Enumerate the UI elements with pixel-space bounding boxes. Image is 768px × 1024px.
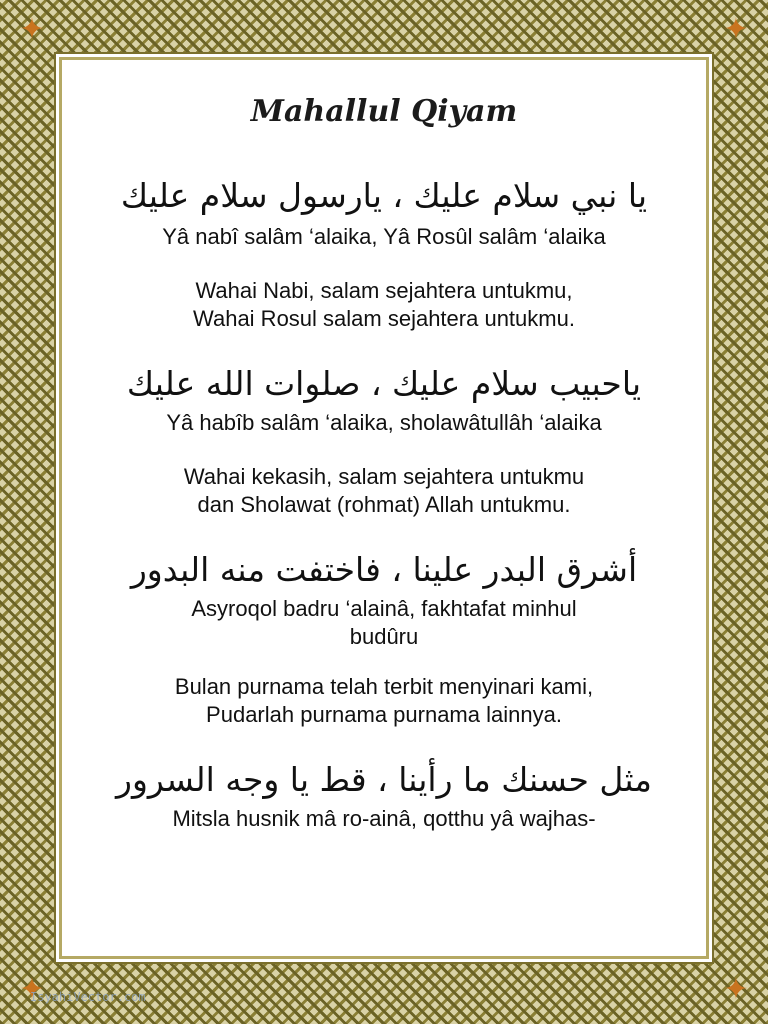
translation-line: Wahai kekasih, salam sejahtera untukmu (183, 464, 585, 489)
latin-line: budûru (349, 624, 419, 649)
verse-2-translation (62, 463, 706, 519)
verse-2-latin: Yâ habîb salâm ‘alaika, sholawâtullâh ‘alaika (166, 410, 602, 435)
verse-1-translation (62, 277, 706, 333)
translation-line: Wahai Rosul salam sejahtera untukmu. (193, 306, 575, 331)
corner-ornament-icon: ✦ (723, 972, 749, 1007)
verse-3-latin (62, 595, 706, 651)
page-title: Mahallul Qiyam (250, 94, 518, 129)
document-content (62, 60, 706, 833)
verse-1-arabic: يا نبي سلام عليك ، يارسول سلام عليك (120, 176, 648, 215)
corner-ornament-icon: ✦ (19, 12, 45, 47)
corner-ornament-icon: ✦ (19, 972, 45, 1007)
translation-line: Wahai Nabi, salam sejahtera untukmu, (195, 278, 573, 303)
verse-2-arabic: ياحبيب سلام عليك ، صلوات الله عليك (126, 364, 642, 403)
verse-4-arabic: مثل حسنك ما رأينا ، قط يا وجه السرور (116, 760, 652, 799)
verse-4-latin: Mitsla husnik mâ ro-ainâ, qotthu yâ wajhas- (172, 806, 596, 831)
watermark-text: IsyahiVector.com (30, 990, 146, 1004)
corner-ornament-icon: ✦ (723, 12, 749, 47)
translation-line: dan Sholawat (rohmat) Allah untukmu. (197, 492, 571, 517)
verse-1-latin: Yâ nabî salâm ‘alaika, Yâ Rosûl salâm ‘alaika (162, 224, 606, 249)
translation-line: Bulan purnama telah terbit menyinari kami, (174, 674, 594, 699)
verse-3-translation (62, 673, 706, 729)
verse-3-arabic: أشرق البدر علينا ، فاختفت منه البدور (130, 550, 638, 589)
latin-line: Asyroqol badru ‘alainâ, fakhtafat minhul (191, 596, 577, 621)
translation-line: Pudarlah purnama purnama lainnya. (206, 702, 562, 727)
